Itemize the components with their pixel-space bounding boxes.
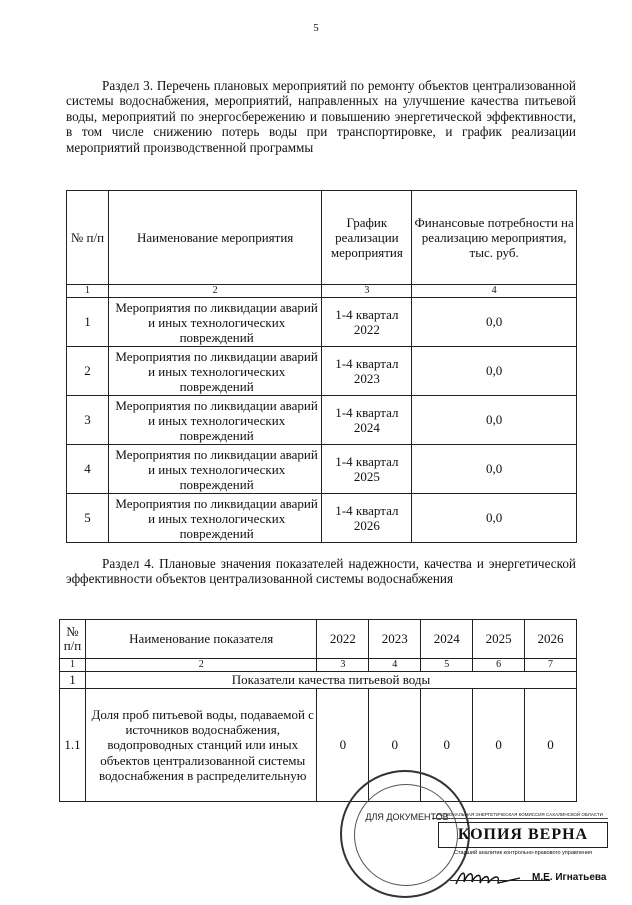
- column-number: 3: [317, 659, 369, 672]
- column-number-row: [67, 285, 577, 298]
- column-number: 2: [85, 659, 317, 672]
- row-name: Мероприятия по ликвидации аварий и иных технологических повреждений: [108, 396, 322, 445]
- header-cost: Финансовые потребности на реализацию мероприятия, тыс. руб.: [412, 191, 577, 285]
- column-number: 6: [473, 659, 525, 672]
- row-value: 0: [369, 689, 421, 802]
- column-number: 1: [67, 285, 109, 298]
- row-schedule: 1-4 квартал 2023: [322, 347, 412, 396]
- column-number: 5: [421, 659, 473, 672]
- column-number: 4: [369, 659, 421, 672]
- section3-table: [66, 190, 577, 543]
- table-row: [67, 494, 577, 543]
- header-num: № п/п: [67, 191, 109, 285]
- row-value: 0: [421, 689, 473, 802]
- column-number: 1: [60, 659, 86, 672]
- table-row: [67, 347, 577, 396]
- section4-table: [59, 619, 577, 802]
- row-value: 0: [317, 689, 369, 802]
- row-cost: 0,0: [412, 396, 577, 445]
- stamp-title: КОПИЯ ВЕРНА: [438, 822, 608, 848]
- section4-heading-text: Раздел 4. Плановые значения показателей надежности, качества и энергетической эффективности объектов централизованной системы водоснабжения: [66, 556, 576, 587]
- row-num: 1.1: [60, 689, 86, 802]
- row-num: 2: [67, 347, 109, 396]
- table-header-row: [60, 620, 577, 659]
- row-num: 1: [67, 298, 109, 347]
- table-row: [67, 396, 577, 445]
- header-year: 2023: [369, 620, 421, 659]
- group-row: [60, 672, 577, 689]
- header-year: 2025: [473, 620, 525, 659]
- stamp-position: Старший аналитик контрольно-правового управления: [453, 850, 593, 856]
- row-schedule: 1-4 квартал 2024: [322, 396, 412, 445]
- row-name: Мероприятия по ликвидации аварий и иных технологических повреждений: [108, 494, 322, 543]
- stamp-org: РЕГИОНАЛЬНАЯ ЭНЕРГЕТИЧЕСКАЯ КОМИССИЯ САХАЛИНСКОЙ ОБЛАСТИ: [432, 812, 608, 819]
- page-number: 5: [313, 22, 319, 34]
- section4-heading: [66, 556, 576, 587]
- column-number-row: [60, 659, 577, 672]
- signature-icon: [454, 866, 524, 888]
- seal-center-text: ДЛЯ ДОКУМЕНТОВ: [365, 812, 449, 822]
- column-number: 2: [108, 285, 322, 298]
- row-name: Мероприятия по ликвидации аварий и иных технологических повреждений: [108, 298, 322, 347]
- stamp-name: М.Е. Игнатьева: [532, 872, 607, 883]
- row-schedule: 1-4 квартал 2025: [322, 445, 412, 494]
- header-year: 2024: [421, 620, 473, 659]
- row-schedule: 1-4 квартал 2022: [322, 298, 412, 347]
- row-num: 5: [67, 494, 109, 543]
- row-num: 3: [67, 396, 109, 445]
- group-title: Показатели качества питьевой воды: [85, 672, 576, 689]
- header-year: 2022: [317, 620, 369, 659]
- row-cost: 0,0: [412, 494, 577, 543]
- header-schedule: График реализации мероприятия: [322, 191, 412, 285]
- group-num: 1: [60, 672, 86, 689]
- row-schedule: 1-4 квартал 2026: [322, 494, 412, 543]
- column-number: 3: [322, 285, 412, 298]
- section3-heading-text: Раздел 3. Перечень плановых мероприятий по ремонту объектов централизованной системы водоснабжения, мероприятий, направленных на улучшение качества питьевой воды, мероприятий по энергосбережению и повышению энергетической эффективности, в том числе снижению потерь воды при транспортировке, и график реализации мероприятий производственной программы: [66, 78, 576, 155]
- header-name: Наименование мероприятия: [108, 191, 322, 285]
- row-name: Мероприятия по ликвидации аварий и иных технологических повреждений: [108, 347, 322, 396]
- row-value: 0: [473, 689, 525, 802]
- header-num: № п/п: [60, 620, 86, 659]
- row-indicator: Доля проб питьевой воды, подаваемой с источников водоснабжения, водопроводных станций или иных объектов централизованной системы водоснабжения в распределительную: [85, 689, 317, 802]
- section3-heading: [66, 78, 576, 155]
- table-row: [67, 445, 577, 494]
- column-number: 4: [412, 285, 577, 298]
- table-row: [67, 298, 577, 347]
- column-number: 7: [525, 659, 577, 672]
- header-indicator: Наименование показателя: [85, 620, 317, 659]
- row-value: 0: [525, 689, 577, 802]
- row-cost: 0,0: [412, 298, 577, 347]
- row-cost: 0,0: [412, 445, 577, 494]
- row-cost: 0,0: [412, 347, 577, 396]
- table-header-row: [67, 191, 577, 285]
- certification-stamp: [432, 812, 608, 892]
- row-name: Мероприятия по ликвидации аварий и иных технологических повреждений: [108, 445, 322, 494]
- row-num: 4: [67, 445, 109, 494]
- header-year: 2026: [525, 620, 577, 659]
- table-row: [60, 689, 577, 802]
